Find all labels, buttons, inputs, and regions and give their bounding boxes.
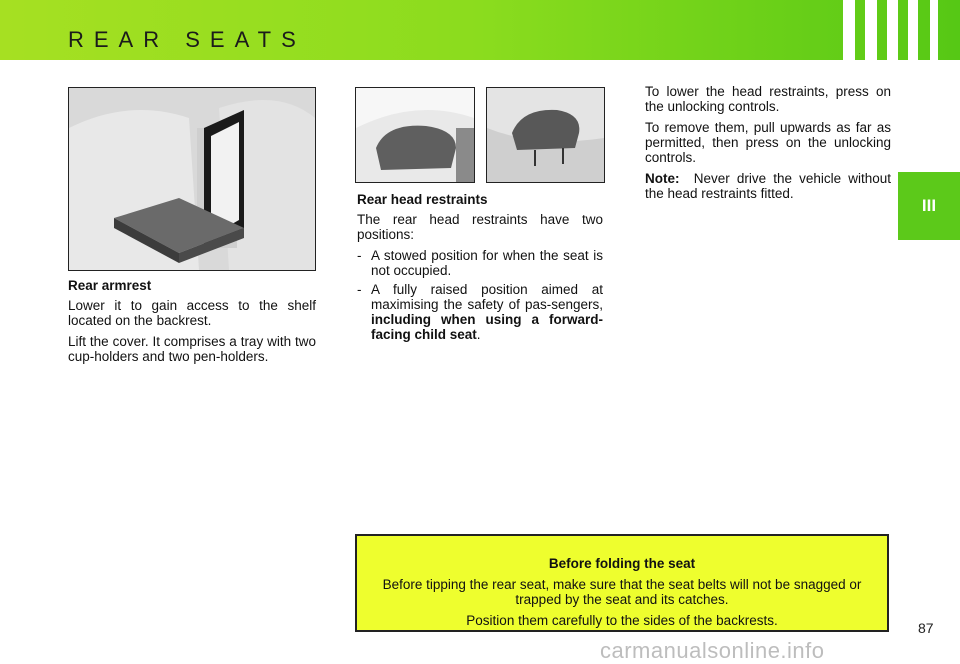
- instruction-paragraph: To lower the head restraints, press on the unlocking controls.: [645, 84, 891, 114]
- notice-title: Before folding the seat: [548, 556, 696, 571]
- header-bar: [0, 0, 960, 60]
- list-item-text: A stowed position for when the seat is not occupied.: [371, 248, 603, 278]
- header-stripe: [843, 0, 855, 60]
- head-restraint-stowed-photo: [355, 87, 475, 183]
- head-restraints-intro: The rear head restraints have two positions:: [357, 212, 603, 242]
- header-stripe: [887, 0, 898, 60]
- head-restraint-raised-photo: [486, 87, 605, 183]
- header-stripe: [865, 0, 877, 60]
- note-paragraph: [645, 171, 891, 201]
- armrest-paragraph: Lift the cover. It comprises a tray with two cup-holders and two pen-holders.: [68, 334, 316, 364]
- list-item: - A stowed position for when the seat is not occupied.: [357, 248, 603, 278]
- watermark: carmanualsonline.info: [600, 638, 825, 663]
- list-item-emphasis: including when using a forward-facing child seat: [371, 312, 603, 342]
- page-number: 87: [918, 620, 934, 636]
- list-item-text: A fully raised position aimed at maximising the safety of pas-sengers,: [371, 282, 603, 312]
- section-tab: III: [898, 172, 960, 240]
- note-label: Note:: [645, 171, 680, 186]
- armrest-paragraph: Lower it to gain access to the shelf located on the backrest.: [68, 298, 316, 328]
- head-restraints-section: [357, 192, 603, 346]
- list-item-end: .: [476, 327, 481, 342]
- armrest-heading: Rear armrest: [68, 278, 152, 293]
- notice-line: Position them carefully to the sides of the backrests.: [466, 613, 778, 628]
- header-stripe: [930, 0, 938, 60]
- armrest-illustration: [69, 88, 315, 270]
- head-restraint-raised-illustration: [487, 88, 604, 182]
- head-restraints-instructions: [645, 84, 891, 207]
- head-restraint-stowed-illustration: [356, 88, 474, 182]
- page-title: REAR SEATS: [68, 27, 306, 52]
- note-text: Never drive the vehicle without the head restraints fitted.: [645, 171, 891, 201]
- head-restraints-heading: Rear head restraints: [357, 192, 488, 207]
- list-item: - A fully raised position aimed at maximising the safety of pas-sengers, including when using a forward-facing child seat.: [357, 282, 603, 342]
- notice-line: Before tipping the rear seat, make sure that the seat belts will not be snagged or trapped by the seat and its catches.: [382, 577, 862, 607]
- instruction-paragraph: To remove them, pull upwards as far as permitted, then press on the unlocking controls.: [645, 120, 891, 165]
- header-stripe: [908, 0, 918, 60]
- notice-box: [355, 534, 889, 632]
- armrest-section: [68, 278, 316, 370]
- armrest-photo: [68, 87, 316, 271]
